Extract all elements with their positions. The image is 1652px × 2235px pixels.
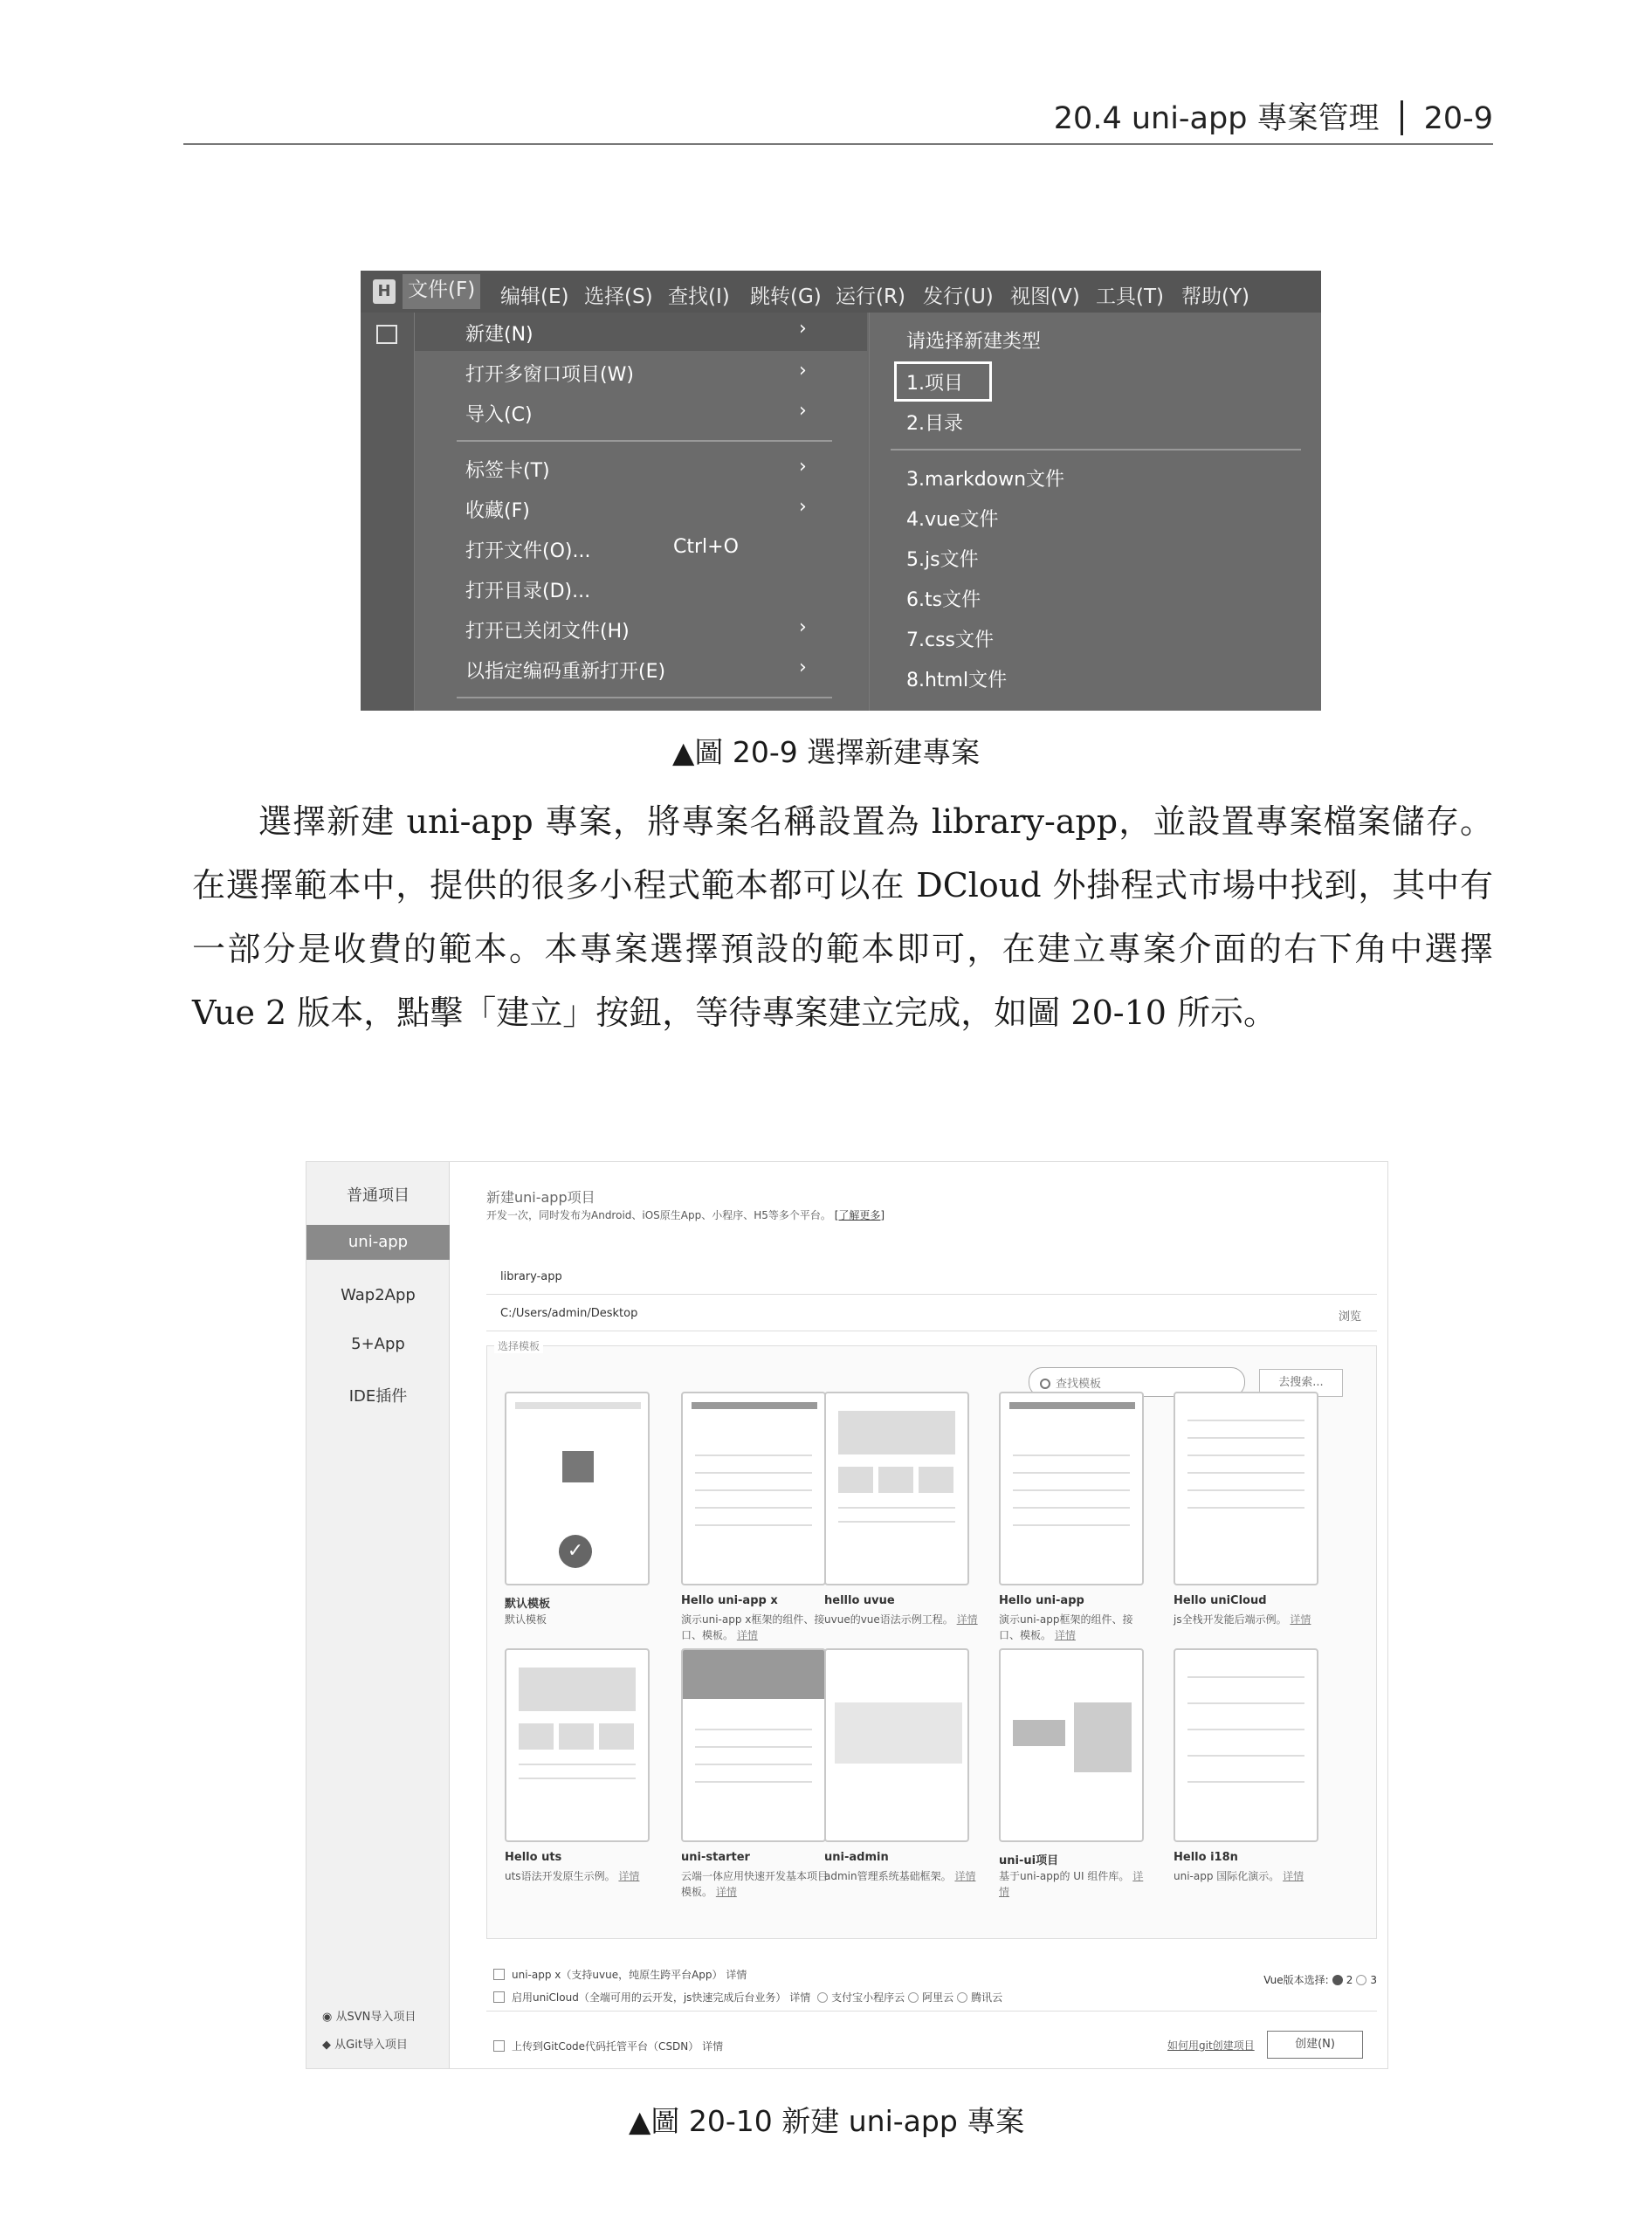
thumb-banner [683,1650,826,1699]
template-thumbnail [824,1648,969,1842]
thumb-dashboard [835,1702,962,1764]
template-thumbnail [1174,1648,1318,1842]
editor-left-strip [361,313,415,711]
chevron-right-icon: › [799,400,807,422]
template-name: uni-starter [681,1851,750,1864]
thumb-line [1187,1507,1304,1509]
menu-run[interactable]: 运行(R) [836,285,905,308]
sidebar-item-ide-plugin[interactable]: IDE插件 [348,1387,408,1406]
vue-version-label: Vue版本选择: [1263,1974,1329,1986]
template-desc-text: js全栈开发能后端示例。 [1174,1613,1287,1626]
menu-divider [457,440,832,442]
thumb-line [1187,1489,1304,1491]
menu-item-favorites[interactable] [465,496,807,523]
thumb-line [695,1764,812,1765]
vue2-label: 2 [1346,1974,1353,1986]
vue-version-selector [1263,1972,1377,1987]
template-desc [999,1612,1153,1643]
menu-item-open-folder[interactable] [465,576,590,603]
sidebar-item-wap2app[interactable]: Wap2App [341,1286,416,1304]
template-name: helllo uvue [824,1594,895,1607]
create-button[interactable]: 创建(N) [1267,2031,1363,2059]
sidebar-item-5plusapp[interactable]: 5+App [351,1335,405,1353]
template-detail-link[interactable]: 详情 [1283,1870,1304,1882]
radio-tencent-cloud[interactable] [957,1992,967,2003]
figure-20-10-caption: ▲圖 20-10 新建 uni-app 專案 [629,2104,1025,2138]
thumb-line [1187,1755,1304,1757]
radio-vue2[interactable] [1332,1975,1343,1985]
import-git-link[interactable]: ◆ 从Git导入项目 [322,2039,408,2052]
hbuilder-logo-icon: H [373,279,396,304]
search-icon [1040,1379,1050,1389]
template-desc [681,1612,835,1643]
template-detail-link[interactable]: 详情 [999,1870,1144,1898]
template-desc-text: uts语法开发原生示例。 [505,1870,616,1882]
cloud-option: 支付宝小程序云 [831,1991,905,2004]
submenu-item-vue[interactable]: 4.vue文件 [906,509,999,531]
body-paragraph: 選擇新建 uni-app 專案，將專案名稱設置為 library-app，並設置專案檔案儲存。在選擇範本中，提供的很多小程式範本都可以在 DCloud 外掛程式市場中找到，其中有一部分是收費的範本。本專案選擇預設的範本即可，在建立專案介面的右下角中選擇 Vue 2 版本，點擊「建立」按鈕，等待專案建立完成，如圖 20-10 所示。 [192,802,1493,1032]
thumb-block [838,1467,873,1493]
cloud-option: 阿里云 [922,1991,954,2004]
submenu-item-ts[interactable]: 6.ts文件 [906,589,981,611]
submenu-item-project[interactable]: 1.项目 [906,373,963,395]
dialog-title: 新建uni-app项目 [486,1189,595,1206]
thumb-line [1187,1702,1304,1704]
thumb-line [1187,1676,1304,1678]
import-svn-link[interactable]: ◉ 从SVN导入项目 [322,2011,416,2024]
menu-item-reopen-encoding[interactable] [465,657,807,684]
sidebar-item-uniapp[interactable]: uni-app [306,1225,450,1260]
menu-tools[interactable]: 工具(T) [1096,285,1164,308]
template-desc [681,1868,835,1900]
checkbox[interactable] [493,2040,505,2052]
option-label: 启用uniCloud（全端可用的云开发，js快速完成后台业务） [512,1991,787,2004]
menu-item-label: 标签卡(T) [465,460,550,482]
menu-file[interactable]: 文件(F) [403,274,480,309]
goto-search-button[interactable]: 去搜索... [1259,1369,1343,1397]
menu-select[interactable]: 选择(S) [584,285,653,308]
thumb-line [695,1454,812,1456]
submenu-item-js[interactable]: 5.js文件 [906,549,979,571]
menu-item-label: 打开目录(D)... [465,581,591,602]
cloud-option: 腾讯云 [971,1991,1003,2004]
template-name: uni-admin [824,1851,889,1864]
thumb-line [1013,1472,1130,1474]
template-name: Hello i18n [1174,1851,1238,1864]
option-label: 上传到GitCode代码托管平台（CSDN） [512,2040,699,2053]
menu-item-label: 打开已关闭文件(H) [465,621,630,643]
thumb-block [559,1723,594,1750]
menu-publish[interactable]: 发行(U) [923,285,994,308]
menu-item-import[interactable] [465,400,807,427]
project-name-input[interactable]: library-app [486,1262,1377,1295]
template-thumbnail [999,1392,1144,1585]
thumb-line [695,1507,812,1509]
thumb-line [1187,1781,1304,1783]
template-thumbnail [1174,1392,1318,1585]
submenu-item-css[interactable]: 7.css文件 [906,629,995,651]
menu-edit[interactable]: 编辑(E) [500,285,569,308]
template-detail-link[interactable]: 详情 [736,1629,758,1641]
template-desc-text: admin管理系统基础框架。 [824,1870,952,1882]
submenu-item-directory[interactable]: 2.目录 [906,413,963,435]
checkbox[interactable] [493,1991,505,2003]
radio-alipay-cloud[interactable] [817,1992,828,2003]
thumb-line [1187,1454,1304,1456]
thumb-block [838,1411,955,1454]
file-menu [415,313,867,711]
thumb-block [519,1723,554,1750]
template-panel [486,1340,1377,1939]
detail-link[interactable]: 详情 [789,1991,811,2004]
submenu-divider [891,449,1301,450]
template-thumbnail [999,1648,1144,1842]
thumb-line [695,1746,812,1748]
thumb-line [1013,1489,1130,1491]
thumb-block [878,1467,913,1493]
radio-aliyun[interactable] [908,1992,919,2003]
uniapp-logo-icon [562,1451,594,1482]
template-thumbnail [824,1392,969,1585]
thumb-illustration [1074,1702,1132,1772]
template-desc-text: uni-app 国际化演示。 [1174,1870,1280,1882]
thumb-line [1013,1507,1130,1509]
menu-goto[interactable]: 跳转(G) [750,285,822,308]
menu-item-label: 导入(C) [465,404,533,426]
template-section-label: 选择模板 [494,1338,543,1353]
menu-help[interactable]: 帮助(Y) [1181,285,1249,308]
detail-link[interactable]: 详情 [702,2040,724,2053]
menu-item-tabs[interactable] [465,456,807,483]
menu-item-new[interactable] [415,313,867,351]
thumb-block [1013,1720,1065,1746]
running-header [1054,94,1493,138]
menu-item-label: 新建(N) [465,324,533,346]
how-to-git-link[interactable]: 如何用git创建项目 [1167,2039,1255,2052]
project-type-sidebar [306,1162,450,2069]
chevron-right-icon: › [799,496,807,518]
learn-more-link[interactable]: [了解更多] [834,1209,885,1221]
thumb-line [838,1521,955,1523]
template-desc [1174,1612,1327,1627]
template-desc [999,1868,1153,1900]
template-detail-link[interactable]: 详情 [1290,1613,1311,1626]
thumb-line [838,1507,955,1509]
search-placeholder: 查找模板 [1056,1378,1102,1391]
section-title: 20.4 uni-app 專案管理 [1053,101,1380,136]
detail-link[interactable]: 详情 [726,1969,747,1981]
menu-item-label: 收藏(F) [465,500,530,522]
project-path-input[interactable] [486,1298,1377,1331]
thumb-line [1013,1454,1130,1456]
new-submenu [869,313,1321,711]
chevron-right-icon: › [799,657,807,678]
menu-item-open-file[interactable] [465,536,590,563]
chevron-right-icon: › [799,318,807,340]
template-detail-link[interactable]: 详情 [956,1613,978,1626]
thumb-line [695,1524,812,1526]
template-detail-link[interactable]: 详情 [1054,1629,1076,1641]
checkbox[interactable] [493,1969,505,1980]
browse-button[interactable]: 浏览 [1338,1310,1361,1324]
option-label: uni-app x（支持uvue，纯原生跨平台App） [512,1969,723,1981]
template-thumbnail [681,1648,826,1842]
thumb-line [695,1472,812,1474]
thumb-line [695,1489,812,1491]
thumb-block [599,1723,634,1750]
submenu-item-markdown[interactable]: 3.markdown文件 [906,469,1065,491]
template-name: Hello uni-app x [681,1594,778,1607]
chevron-right-icon: › [799,616,807,638]
thumb-header [692,1402,817,1409]
project-path-value: C:/Users/admin/Desktop [500,1307,638,1320]
thumb-line [1187,1472,1304,1474]
chevron-right-icon: › [799,360,807,382]
dialog-subtitle [486,1207,885,1222]
template-thumbnail [505,1392,650,1585]
selected-check-icon: ✓ [559,1535,592,1568]
thumb-line [519,1778,636,1779]
template-detail-link[interactable]: 详情 [954,1870,976,1882]
thumb-line [1187,1437,1304,1439]
thumb-block [919,1467,953,1493]
thumb-statusbar [515,1402,641,1409]
project-form [450,1162,1388,2069]
template-desc-text: 演示uni-app x框架的组件、接口、模板。 [681,1613,825,1641]
template-desc-text: 基于uni-app的 UI 组件库。 [999,1870,1130,1882]
template-thumbnail [505,1648,650,1842]
menu-item-open-multi-window[interactable] [465,360,807,387]
option-gitcode[interactable] [493,2039,723,2053]
template-name: Hello uniCloud [1174,1594,1267,1607]
thumb-line [519,1764,636,1765]
template-detail-link[interactable]: 详情 [715,1886,737,1898]
template-desc: 默认模板 [505,1613,547,1626]
template-thumbnail [681,1392,826,1585]
template-desc [824,1612,978,1627]
figure-20-9-screenshot [361,271,1321,711]
template-desc [824,1868,978,1884]
thumb-block [519,1668,636,1711]
menu-view[interactable]: 视图(V) [1010,285,1080,308]
thumb-line [1187,1729,1304,1730]
thumb-line [695,1729,812,1730]
thumb-line [1187,1420,1304,1421]
menu-find[interactable]: 查找(I) [668,285,730,308]
template-name: Hello uts [505,1851,562,1864]
template-desc [505,1868,658,1884]
thumb-line [1013,1524,1130,1526]
option-uniapp-x[interactable] [493,1967,747,1982]
menu-item-label: 打开文件(O)... [465,540,591,562]
vue3-label: 3 [1370,1974,1377,1986]
subtitle-text: 开发一次，同时发布为Android、iOS原生App、小程序、H5等多个平台。 [486,1209,831,1221]
chevron-right-icon: › [799,456,807,478]
template-desc-text: 云端一体应用快速开发基本项目模板。 [681,1870,829,1898]
footer-divider [486,2011,1377,2012]
template-name: Hello uni-app [999,1594,1084,1607]
template-detail-link[interactable]: 详情 [618,1870,640,1882]
option-unicloud[interactable] [493,1990,1002,2005]
template-desc-text: 演示uni-app框架的组件、接口、模板。 [999,1613,1133,1641]
submenu-title: 请选择新建类型 [906,331,1042,353]
menu-item-label: 以指定编码重新打开(E) [465,661,666,683]
template-desc [1174,1868,1327,1884]
project-manager-icon[interactable] [376,325,397,344]
page-header [183,93,1493,145]
header-divider [1401,100,1403,135]
sidebar-item-normal[interactable]: 普通项目 [347,1186,410,1205]
submenu-item-html[interactable]: 8.html文件 [906,670,1008,691]
menu-item-reopen-closed[interactable] [465,616,807,643]
figure-20-9-caption: ▲圖 20-9 選擇新建專案 [672,735,981,769]
menu-bar [361,271,1321,313]
radio-vue3[interactable] [1356,1975,1366,1985]
shortcut-label: Ctrl+O [673,536,739,558]
page-number: 20-9 [1423,101,1493,136]
menu-item-label: 打开多窗口项目(W) [465,364,634,386]
thumb-line [695,1781,812,1783]
figure-20-10-screenshot [306,1161,1388,2069]
template-name: 默认模板 [505,1598,551,1611]
thumb-header [1009,1402,1135,1409]
menu-divider [457,697,832,698]
template-name: uni-ui项目 [999,1854,1059,1867]
template-desc-text: uvue的vue语法示例工程。 [824,1613,953,1626]
